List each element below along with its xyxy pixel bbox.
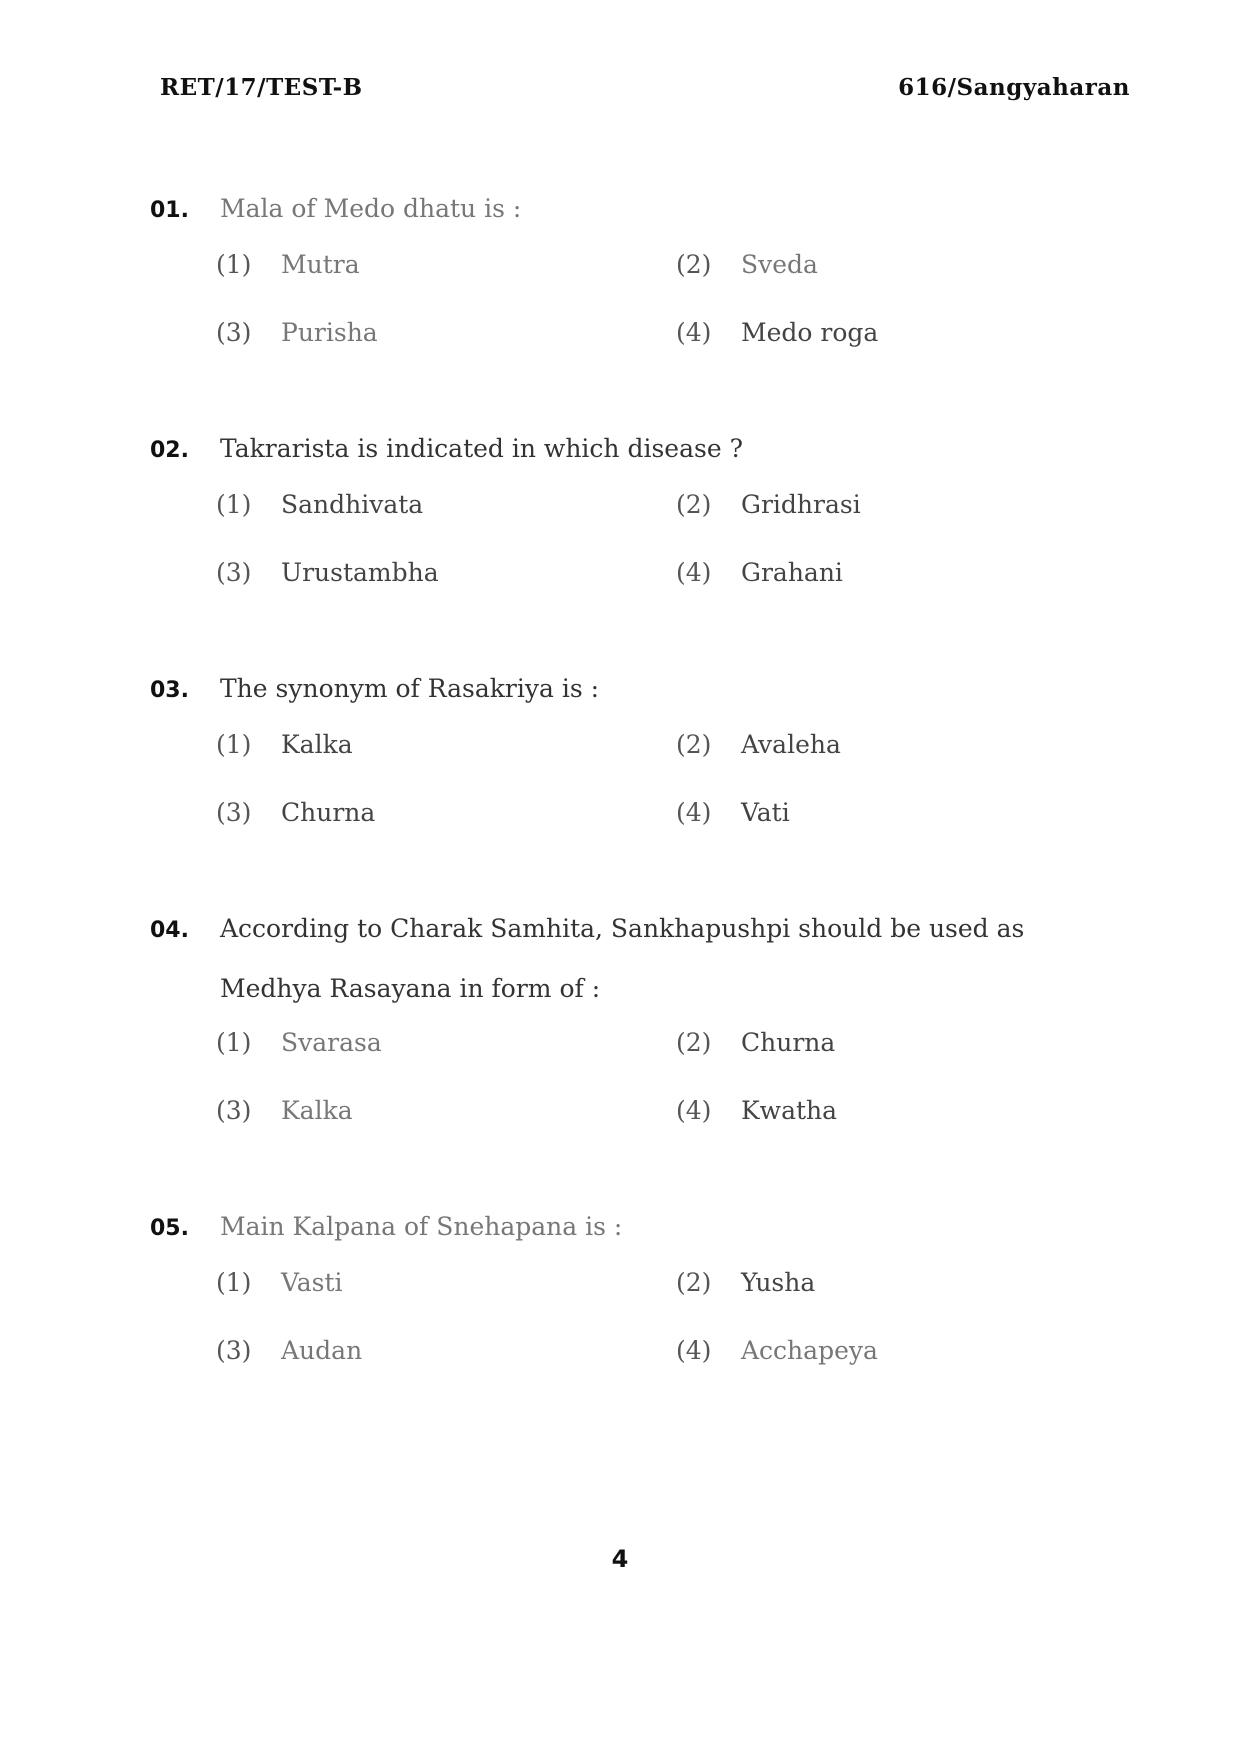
question-text: Main Kalpana of Snehapana is : xyxy=(220,1212,623,1241)
option-text: Sveda xyxy=(741,250,818,279)
option-number: (3) xyxy=(216,798,252,827)
option-text: Audan xyxy=(281,1336,363,1365)
option-3 xyxy=(216,558,439,587)
option-text: Svarasa xyxy=(281,1028,382,1057)
option-2 xyxy=(676,490,861,519)
question-text: The synonym of Rasakriya is : xyxy=(220,674,600,703)
option-number: (3) xyxy=(216,558,252,587)
options xyxy=(150,240,1135,378)
option-number: (1) xyxy=(216,1268,252,1297)
option-number: (4) xyxy=(676,558,712,587)
options xyxy=(150,720,1135,858)
option-text: Churna xyxy=(281,798,376,827)
option-4 xyxy=(676,1096,837,1125)
option-text: Yusha xyxy=(741,1268,816,1297)
option-text: Medo roga xyxy=(741,318,879,347)
option-number: (3) xyxy=(216,1336,252,1365)
paper-code: RET/17/TEST-B xyxy=(160,74,363,101)
option-number: (1) xyxy=(216,1028,252,1057)
option-text: Grahani xyxy=(741,558,843,587)
option-number: (2) xyxy=(676,1028,712,1057)
question-3 xyxy=(150,660,1135,858)
option-text: Acchapeya xyxy=(741,1336,878,1365)
option-2 xyxy=(676,250,818,279)
option-3 xyxy=(216,1336,362,1365)
option-4 xyxy=(676,558,843,587)
option-text: Urustambha xyxy=(281,558,439,587)
option-text: Purisha xyxy=(281,318,378,347)
question-number: 01. xyxy=(150,198,189,223)
option-number: (2) xyxy=(676,1268,712,1297)
option-number: (3) xyxy=(216,1096,252,1125)
option-number: (2) xyxy=(676,490,712,519)
option-number: (4) xyxy=(676,798,712,827)
option-text: Kalka xyxy=(281,1096,353,1125)
option-number: (1) xyxy=(216,250,252,279)
option-2 xyxy=(676,1268,815,1297)
option-text: Vasti xyxy=(281,1268,343,1297)
option-1 xyxy=(216,490,423,519)
option-number: (3) xyxy=(216,318,252,347)
options xyxy=(150,1018,1135,1156)
question-number: 03. xyxy=(150,678,189,703)
question-text: Takrarista is indicated in which disease ? xyxy=(220,434,743,463)
options xyxy=(150,480,1135,618)
options xyxy=(150,1258,1135,1396)
option-text: Mutra xyxy=(281,250,360,279)
option-number: (1) xyxy=(216,490,252,519)
option-4 xyxy=(676,1336,878,1365)
option-4 xyxy=(676,798,790,827)
question-text-line-1: According to Charak Samhita, Sankhapushpi should be used as xyxy=(220,914,1025,943)
option-2 xyxy=(676,730,841,759)
option-2 xyxy=(676,1028,835,1057)
option-text: Vati xyxy=(741,798,790,827)
option-3 xyxy=(216,318,378,347)
option-3 xyxy=(216,798,375,827)
option-text: Churna xyxy=(741,1028,836,1057)
question-5 xyxy=(150,1198,1135,1396)
page-number: 4 xyxy=(611,1545,629,1573)
option-number: (2) xyxy=(676,730,712,759)
option-number: (4) xyxy=(676,1096,712,1125)
question-text-line-2: Medhya Rasayana in form of : xyxy=(220,974,601,1003)
question-number: 05. xyxy=(150,1216,189,1241)
option-1 xyxy=(216,250,360,279)
option-1 xyxy=(216,730,353,759)
question-text: Mala of Medo dhatu is : xyxy=(220,194,522,223)
question-4 xyxy=(150,900,1135,1156)
option-text: Sandhivata xyxy=(281,490,424,519)
option-text: Kwatha xyxy=(741,1096,838,1125)
question-2 xyxy=(150,420,1135,618)
option-4 xyxy=(676,318,878,347)
option-number: (1) xyxy=(216,730,252,759)
subject-code: 616/Sangyaharan xyxy=(898,74,1130,101)
option-1 xyxy=(216,1268,343,1297)
option-3 xyxy=(216,1096,353,1125)
option-number: (4) xyxy=(676,318,712,347)
question-number: 04. xyxy=(150,918,189,943)
option-text: Avaleha xyxy=(741,730,841,759)
option-1 xyxy=(216,1028,382,1057)
option-text: Gridhrasi xyxy=(741,490,861,519)
question-1 xyxy=(150,180,1135,378)
option-number: (2) xyxy=(676,250,712,279)
option-number: (4) xyxy=(676,1336,712,1365)
question-number: 02. xyxy=(150,438,189,463)
option-text: Kalka xyxy=(281,730,353,759)
